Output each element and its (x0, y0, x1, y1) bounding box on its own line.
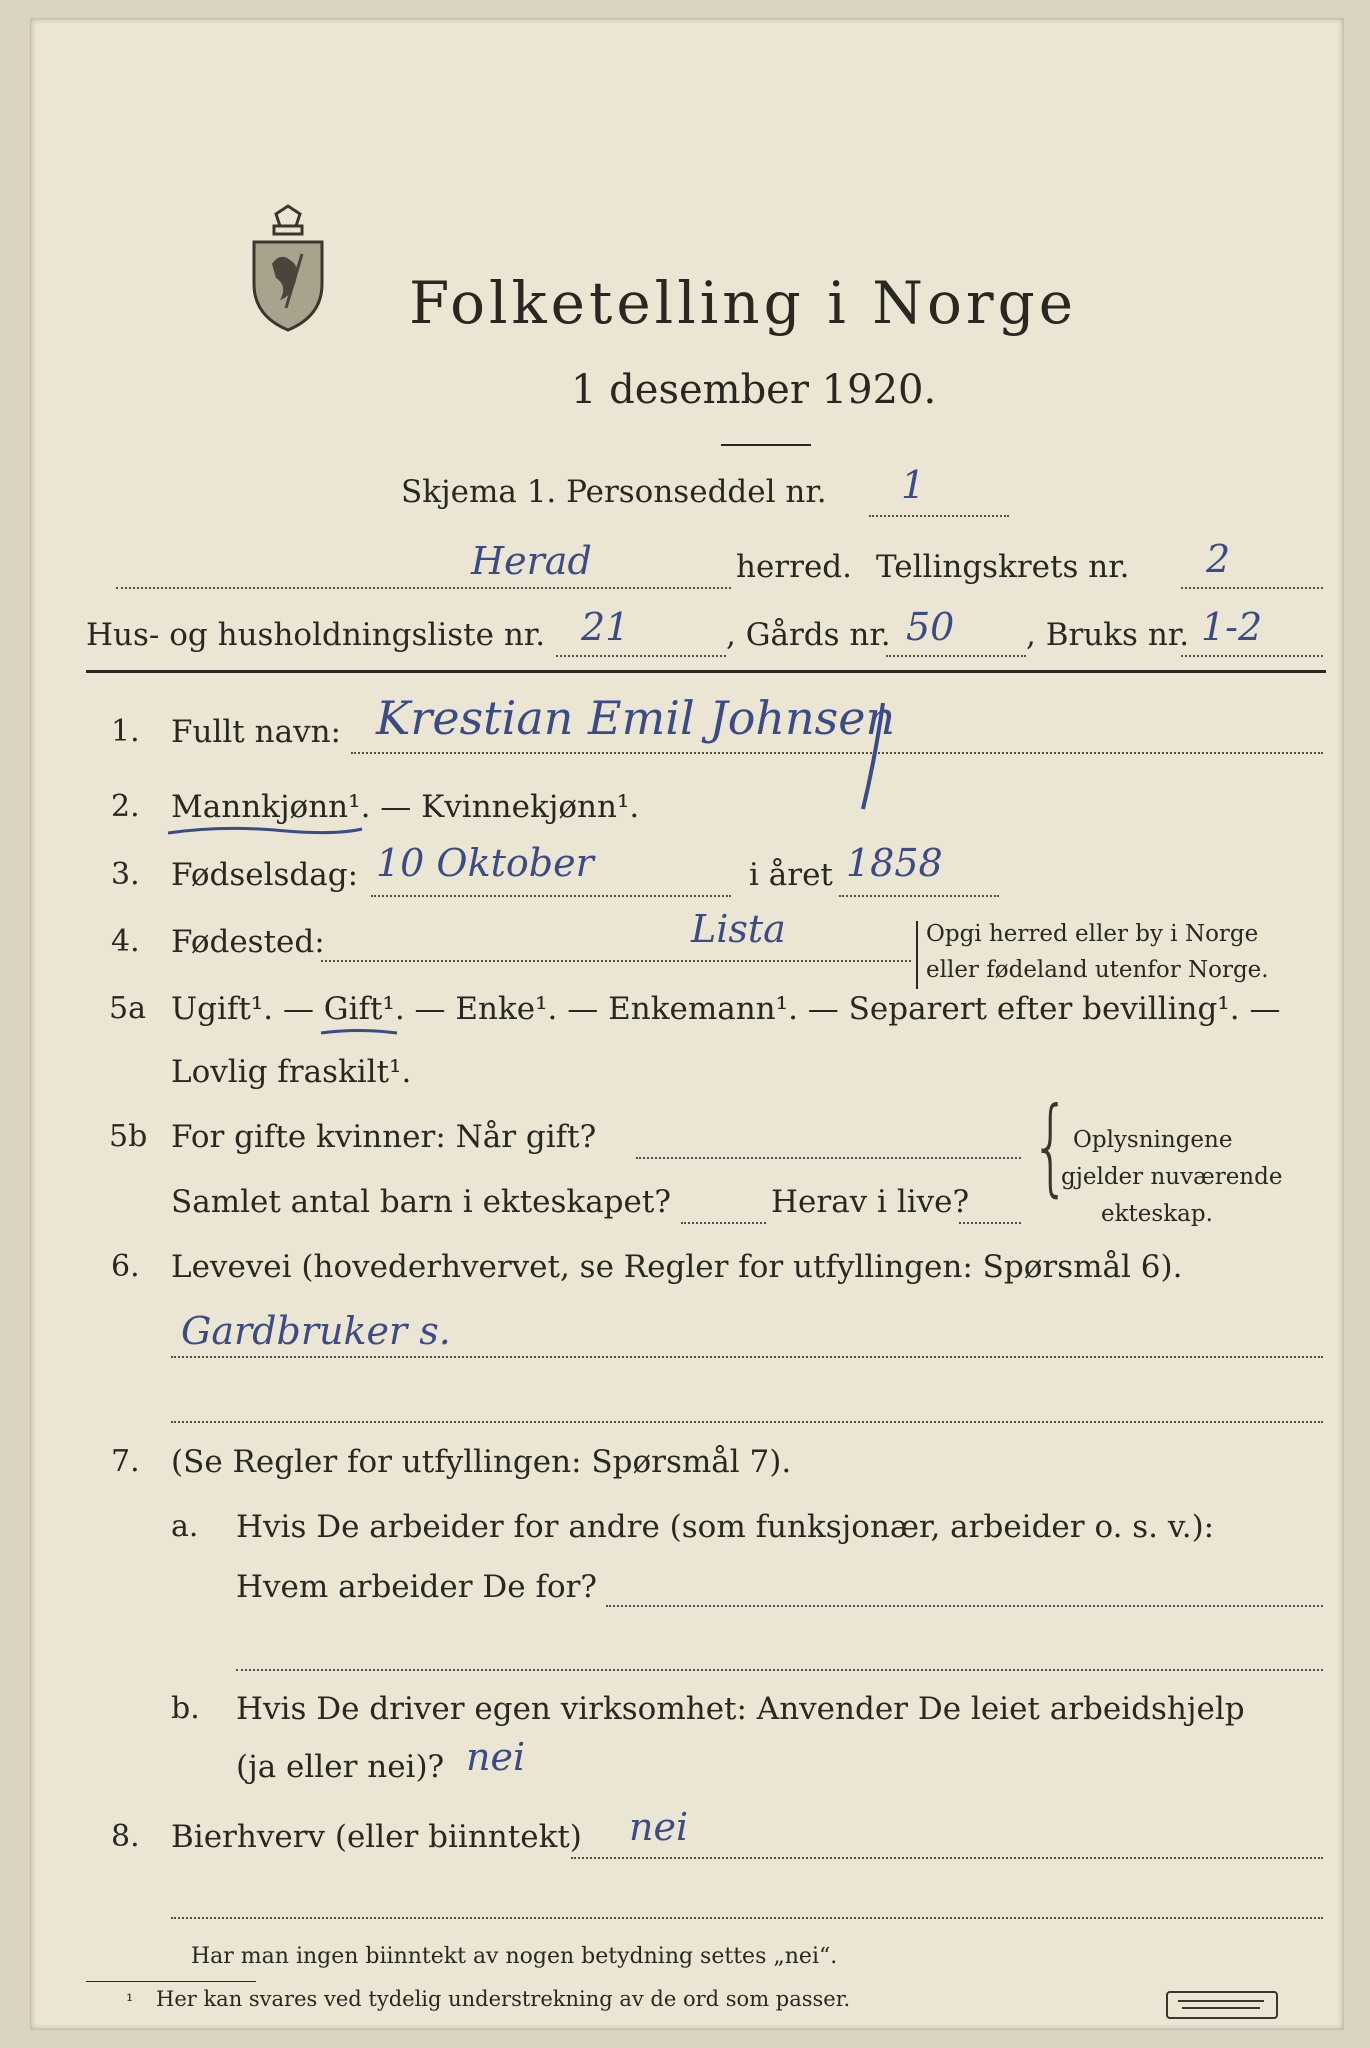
q6-value[interactable]: Gardbruker s. (181, 1309, 451, 1353)
q8-number: 8. (111, 1819, 140, 1854)
q7a-extra-line (236, 1669, 1323, 1671)
q6-line2 (171, 1421, 1323, 1423)
q6-label: Levevei (hovederhvervet, se Regler for utfyllingen: Spørsmål 6). (171, 1249, 1183, 1285)
herred-line (116, 587, 731, 589)
q7a-line2: Hvem arbeider De for? (236, 1569, 598, 1605)
q3-value[interactable]: 10 Oktober (376, 841, 594, 885)
q5a-gift-underline (319, 1024, 399, 1043)
printer-stamp-logo (1166, 1991, 1278, 2019)
tellingskrets-value[interactable]: 2 (1206, 537, 1231, 581)
bruks-line (1181, 655, 1323, 657)
bruks-label: , Bruks nr. (1026, 617, 1190, 653)
q7a-line1: Hvis De arbeider for andre (som funksjonær, arbeider o. s. v.): (236, 1509, 1215, 1545)
q7a-letter: a. (171, 1509, 199, 1544)
coat-of-arms-logo (246, 204, 331, 334)
q7-label: (Se Regler for utfyllingen: Spørsmål 7). (171, 1444, 792, 1480)
husholdningsliste-value[interactable]: 21 (581, 605, 630, 649)
q7b-line2: (ja eller nei)? (236, 1749, 445, 1785)
q3-year-line (839, 895, 999, 897)
q8-line (571, 1857, 1323, 1859)
q3-year-value[interactable]: 1858 (846, 841, 943, 885)
q1-value[interactable]: Krestian Emil Johnsen (376, 691, 896, 745)
q4-note-line2: eller fødeland utenfor Norge. (926, 957, 1269, 983)
q5b-note-line1: Oplysningene (1073, 1127, 1233, 1153)
personseddel-value[interactable]: 1 (901, 463, 926, 507)
q3-year-label: i året (749, 857, 833, 893)
q4-number: 4. (111, 924, 140, 959)
q5b-children-line (681, 1222, 766, 1224)
personseddel-line (869, 515, 1009, 517)
census-form-sheet (30, 18, 1344, 2030)
title-divider (721, 444, 811, 446)
q4-label: Fødested: (171, 924, 325, 960)
form-date: 1 desember 1920. (571, 367, 937, 413)
q4-note-line1: Opgi herred eller by i Norge (926, 921, 1259, 947)
q6-line1 (171, 1356, 1323, 1358)
q8-label: Bierhverv (eller biinntekt) (171, 1819, 582, 1855)
q1-line (351, 752, 1323, 754)
q4-note-bracket (916, 921, 922, 989)
q5a-number: 5a (109, 991, 146, 1026)
q8-extra-line (171, 1917, 1323, 1919)
q5b-note-brace: { (1031, 1083, 1071, 1208)
herred-value[interactable]: Herad (471, 539, 592, 583)
husholdningsliste-line (556, 655, 726, 657)
q2-text: Mannkjønn¹. — Kvinnekjønn¹. (171, 789, 640, 825)
q2-underline-mark (166, 819, 366, 847)
q6-number: 6. (111, 1249, 140, 1284)
q5b-children-label: Samlet antal barn i ekteskapet? (171, 1184, 671, 1220)
footnote-text: Her kan svares ved tydelig understrekning av de ord som passer. (156, 1987, 851, 2011)
gards-line (886, 655, 1026, 657)
q5a-line2: Lovlig fraskilt¹. (171, 1054, 412, 1090)
q1-label: Fullt navn: (171, 714, 341, 750)
form-title: Folketelling i Norge (409, 269, 1078, 337)
gards-label: , Gårds nr. (726, 617, 891, 653)
q4-value[interactable]: Lista (691, 907, 786, 951)
q5b-alive-label: Herav i live? (771, 1184, 970, 1220)
q5a-line1: Ugift¹. — Gift¹. — Enke¹. — Enkemann¹. — Separert efter bevilling¹. — (171, 991, 1281, 1027)
tellingskrets-line (1181, 587, 1323, 589)
q5b-married-line (636, 1157, 1021, 1159)
q7b-value[interactable]: nei (466, 1735, 526, 1779)
husholdningsliste-label: Hus- og husholdningsliste nr. (86, 617, 546, 653)
herred-label: herred. (736, 549, 852, 585)
tellingskrets-label: Tellingskrets nr. (876, 549, 1130, 585)
q5b-line1: For gifte kvinner: Når gift? (171, 1119, 597, 1155)
q7a-line (606, 1605, 1323, 1607)
q5b-note-line2: gjelder nuværende (1061, 1164, 1283, 1190)
q3-label: Fødselsdag: (171, 857, 359, 893)
q7-number: 7. (111, 1444, 140, 1479)
q7b-letter: b. (171, 1691, 200, 1726)
q1-number: 1. (111, 714, 140, 749)
q8-value[interactable]: nei (629, 1805, 689, 1849)
footnote-mark: ¹ (126, 1991, 134, 2012)
q3-line (371, 895, 731, 897)
q2-number: 2. (111, 789, 140, 824)
footnote-divider (86, 1981, 256, 1982)
bruks-value[interactable]: 1-2 (1201, 605, 1263, 649)
header-divider (86, 670, 1326, 673)
bottom-note: Har man ingen biinntekt av nogen betydning settes „nei“. (191, 1944, 838, 1969)
q3-number: 3. (111, 857, 140, 892)
q5b-number: 5b (109, 1119, 148, 1154)
q4-line (321, 960, 911, 962)
q2-hand-stroke (853, 699, 893, 823)
q5b-note-line3: ekteskap. (1101, 1201, 1213, 1227)
gards-value[interactable]: 50 (906, 605, 955, 649)
q5b-alive-line (959, 1222, 1021, 1224)
q7b-line1: Hvis De driver egen virksomhet: Anvender De leiet arbeidshjelp (236, 1691, 1245, 1727)
skjema-label: Skjema 1. Personseddel nr. (401, 474, 827, 510)
